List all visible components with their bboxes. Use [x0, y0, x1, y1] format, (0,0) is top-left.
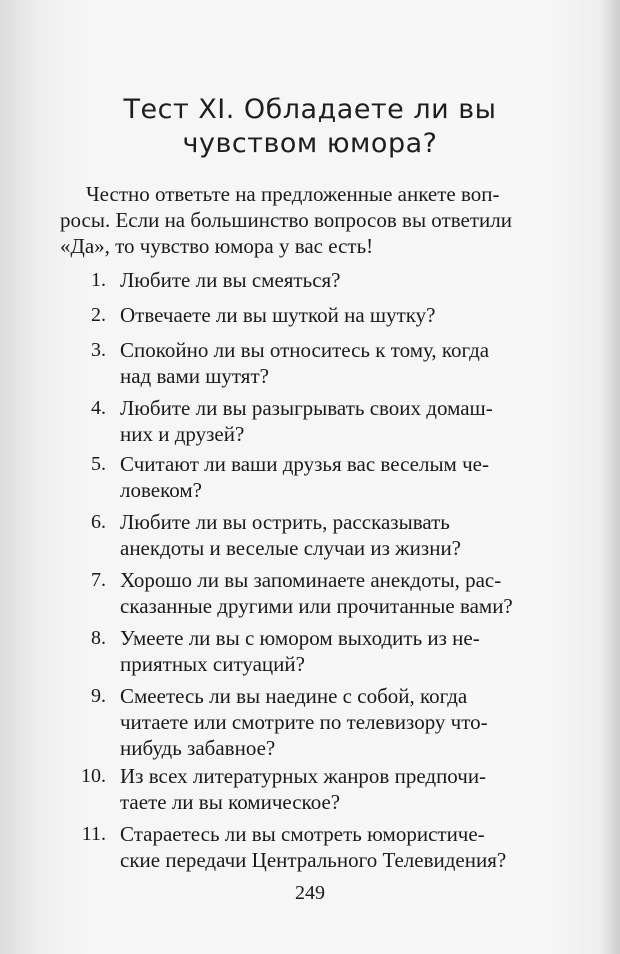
question-number: 5.: [91, 453, 106, 475]
question-text: них и друзей?: [120, 422, 245, 446]
question-text: сказанные другими или прочитанные вами?: [120, 594, 513, 618]
intro-line: «Да», то чувство юмора у вас есть!: [60, 234, 374, 258]
question-text: над вами шутят?: [120, 364, 269, 388]
question-number: 3.: [91, 339, 106, 361]
question-text: читаете или смотрите по телевизору что-: [120, 710, 488, 734]
question-number: 9.: [91, 685, 106, 707]
question-text: ские передачи Центрального Телевидения?: [120, 848, 507, 872]
question-text: приятных ситуаций?: [120, 652, 305, 676]
question-text: Стараетесь ли вы смотреть юмористиче-: [120, 822, 485, 846]
question-text: Хорошо ли вы запоминаете анекдоты, рас-: [120, 568, 502, 592]
question-text: Считают ли ваши друзья вас веселым че-: [120, 452, 489, 476]
question-text: Умеете ли вы с юмором выходить из не-: [120, 626, 480, 650]
page-title-line-1: Тест XI. Обладаете ли вы: [123, 94, 497, 125]
question-text: ловеком?: [120, 478, 202, 502]
question-text: Отвечаете ли вы шуткой на шутку?: [120, 303, 436, 327]
question-number: 10.: [81, 765, 106, 787]
intro-line: Честно ответьте на предложенные анкете воп-: [86, 182, 500, 206]
question-text: Любите ли вы острить, рассказывать: [120, 510, 450, 534]
page-title-line-2: чувством юмора?: [182, 128, 438, 159]
question-number: 7.: [91, 569, 106, 591]
question-number: 4.: [91, 397, 106, 419]
question-text: нибудь забавное?: [120, 736, 276, 760]
question-text: Смеетесь ли вы наедине с собой, когда: [120, 684, 468, 708]
question-text: Любите ли вы смеяться?: [120, 268, 341, 292]
question-number: 6.: [91, 511, 106, 533]
page-edge-shadow: [600, 0, 620, 954]
page-number: 249: [295, 882, 325, 904]
question-number: 1.: [91, 269, 106, 291]
question-text: Из всех литературных жанров предпочи-: [120, 764, 487, 788]
question-number: 2.: [91, 304, 106, 326]
question-text: Любите ли вы разыгрывать своих домаш-: [120, 396, 493, 420]
question-number: 8.: [91, 627, 106, 649]
question-text: таете ли вы комическое?: [120, 790, 341, 814]
question-text: анекдоты и веселые случаи из жизни?: [120, 536, 462, 560]
question-number: 11.: [81, 823, 106, 845]
question-text: Спокойно ли вы относитесь к тому, когда: [120, 338, 490, 362]
intro-line: росы. Если на большинство вопросов вы ответили: [60, 208, 512, 232]
